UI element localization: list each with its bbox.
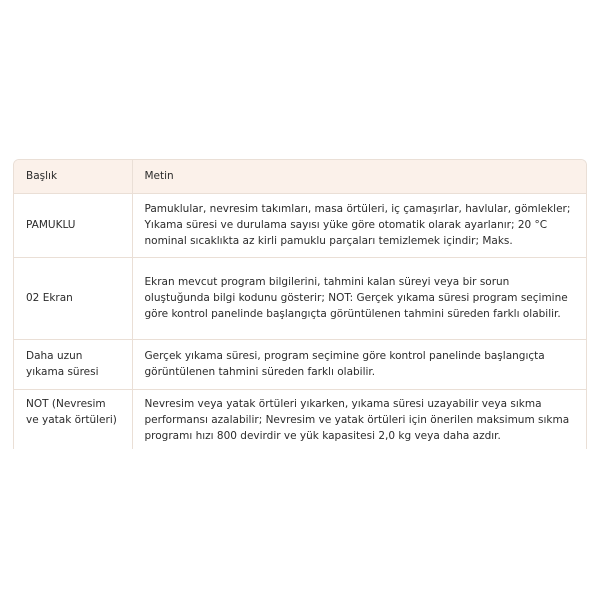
table-row	[14, 339, 586, 389]
info-table	[14, 160, 586, 449]
table-row	[14, 389, 586, 449]
column-header-heading: Başlık	[14, 160, 132, 193]
row-heading: Daha uzun yıkama süresi	[14, 339, 132, 389]
row-heading: NOT (Nevresim ve yatak örtüleri)	[14, 389, 132, 449]
table-header-row	[14, 160, 586, 193]
row-text: Nevresim veya yatak örtüleri yıkarken, yıkama süresi uzayabilir veya sıkma performansı azalabilir; Nevresim ve yatak örtüleri için önerilen maksimum sıkma programı hızı 800 devirdir ve yük kapasitesi 2,0 kg veya daha azdır.	[132, 389, 586, 449]
info-table-container	[13, 159, 587, 449]
row-text: Pamuklular, nevresim takımları, masa örtüleri, iç çamaşırlar, havlular, gömlekler; Yıkama süresi ve durulama sayısı yüke göre otomatik olarak ayarlanır; 20 °C nominal sıcaklıkta az kirli pamuklu parçaları temizlemek içindir; Maks.	[132, 193, 586, 257]
row-text: Gerçek yıkama süresi, program seçimine göre kontrol panelinde başlangıçta görüntülenen tahmini süreden farklı olabilir.	[132, 339, 586, 389]
row-heading: PAMUKLU	[14, 193, 132, 257]
table-row	[14, 193, 586, 257]
table-row	[14, 257, 586, 339]
column-header-text: Metin	[132, 160, 586, 193]
row-text: Ekran mevcut program bilgilerini, tahmini kalan süreyi veya bir sorun oluştuğunda bilgi kodunu gösterir; NOT: Gerçek yıkama süresi program seçimine göre kontrol panelinde başlangıçta görüntülenen tahmini süreden farklı olabilir.	[132, 257, 586, 339]
row-heading: 02 Ekran	[14, 257, 132, 339]
